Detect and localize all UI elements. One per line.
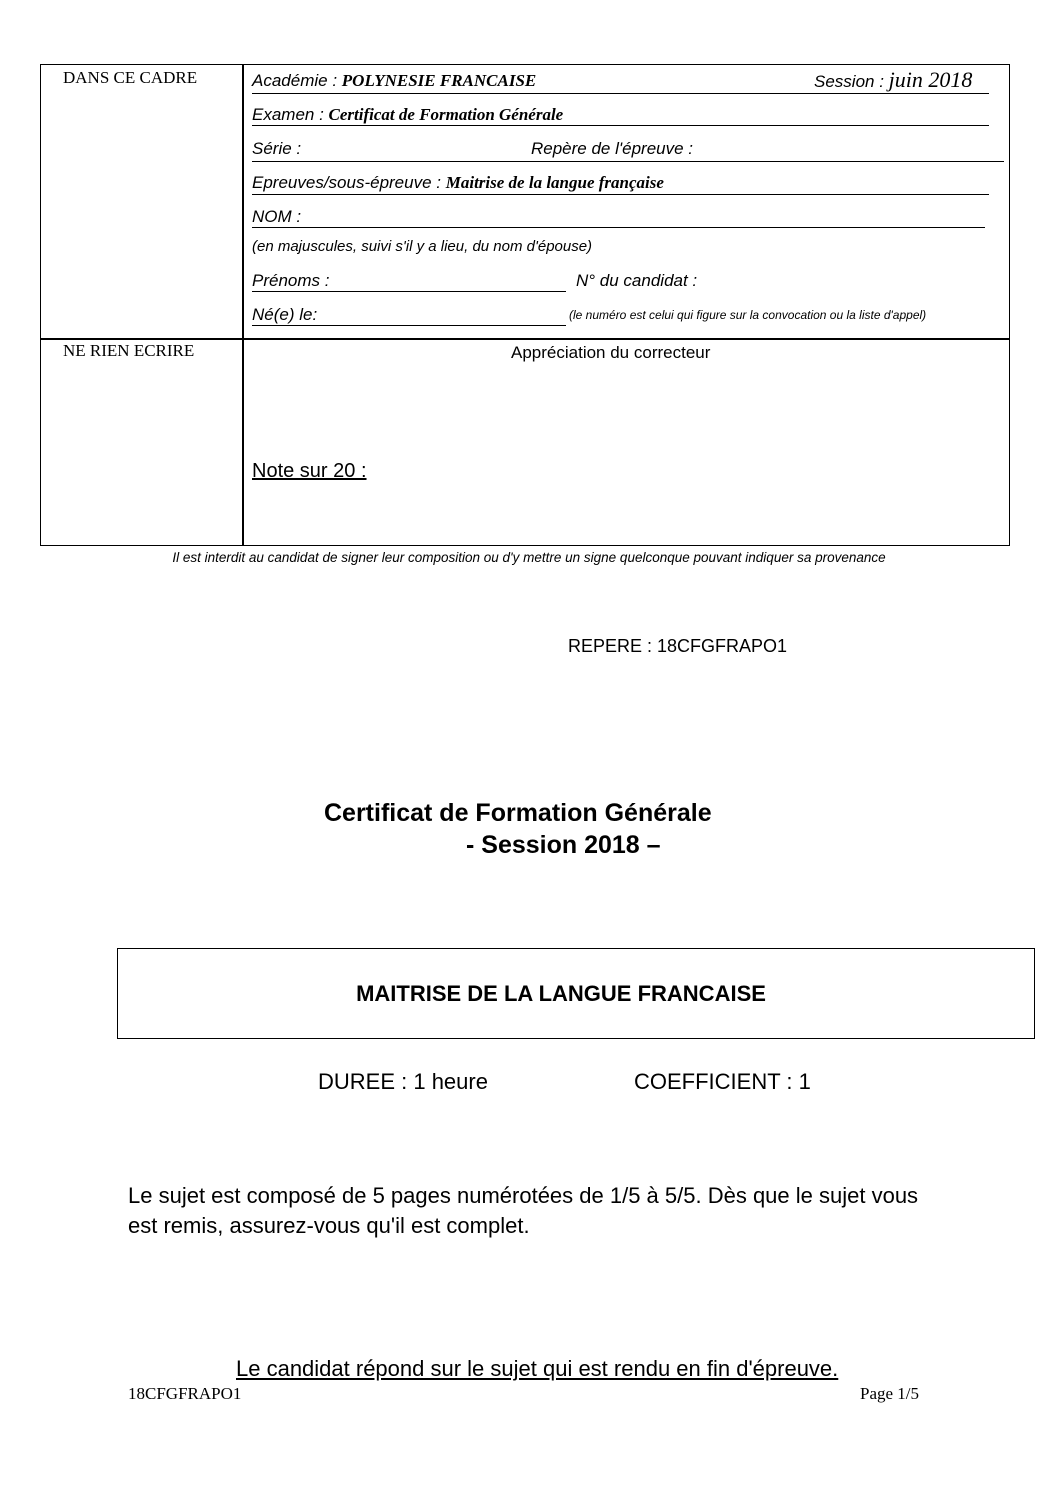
nom-label: NOM : [252,207,302,226]
repere-label: Repère de l'épreuve : [531,139,694,158]
academie-label: Académie : [252,71,338,90]
exam-title: Certificat de Formation Générale [324,799,712,827]
appreciation-label: Appréciation du correcteur [511,343,711,362]
prenoms-label: Prénoms : [252,271,330,290]
nom-underline [252,227,985,228]
epreuve-underline [252,194,989,195]
side-label-bottom: NE RIEN ECRIRE [63,341,195,360]
side-label-top: DANS CE CADRE [63,68,198,87]
epreuve-value: Maitrise de la langue française [445,173,664,192]
intro-line-1: Le sujet est composé de 5 pages numérotées de 1/5 à 5/5. Dès que le sujet vous [128,1183,919,1208]
session-label: Session : [814,72,884,91]
epreuve-row [252,173,664,193]
ne-underline [252,325,566,326]
numero-label: N° du candidat : [576,271,698,290]
footer-code: 18CFGFRAPO1 [128,1384,242,1403]
serie-label: Série : [252,139,302,158]
examen-label: Examen : [252,105,324,124]
examen-value: Certificat de Formation Générale [328,105,564,124]
repere-code: REPERE : 18CFGFRAPO1 [568,636,788,656]
session-value: juin 2018 [888,67,973,92]
note-label: Note sur 20 : [252,460,367,482]
nom-note: (en majuscules, suivi s'il y a lieu, du nom d'épouse) [252,238,593,255]
column-divider [242,65,244,545]
signature-notice: Il est interdit au candidat de signer leur composition ou d'y mettre un signe quelconque pouvant indiquer sa provenance [172,550,886,565]
academie-value: POLYNESIE FRANCAISE [341,71,537,90]
intro-line-2: est remis, assurez-vous qu'il est complet. [128,1213,530,1238]
ne-label: Né(e) le: [252,305,318,324]
numero-note: (le numéro est celui qui figure sur la convocation ou la liste d'appel) [569,308,927,322]
academie-underline [252,93,989,94]
footer-page-number: Page 1/5 [860,1384,920,1403]
academie-row [252,71,536,91]
subject-box [117,948,1035,1039]
epreuve-label: Epreuves/sous-épreuve : [252,173,441,192]
subject-title: MAITRISE DE LA LANGUE FRANCAISE [356,980,766,1006]
exam-session: - Session 2018 – [466,831,661,859]
examen-row [252,105,563,125]
answer-instruction: Le candidat répond sur le sujet qui est rendu en fin d'épreuve. [236,1356,839,1381]
serie-underline [252,161,1004,162]
examen-underline [252,125,989,126]
row-divider [41,338,1009,340]
session-field [814,67,972,93]
prenoms-underline [252,291,566,292]
candidate-header-form [40,64,1010,546]
coefficient: COEFFICIENT : 1 [634,1069,811,1094]
duration: DUREE : 1 heure [318,1069,488,1094]
